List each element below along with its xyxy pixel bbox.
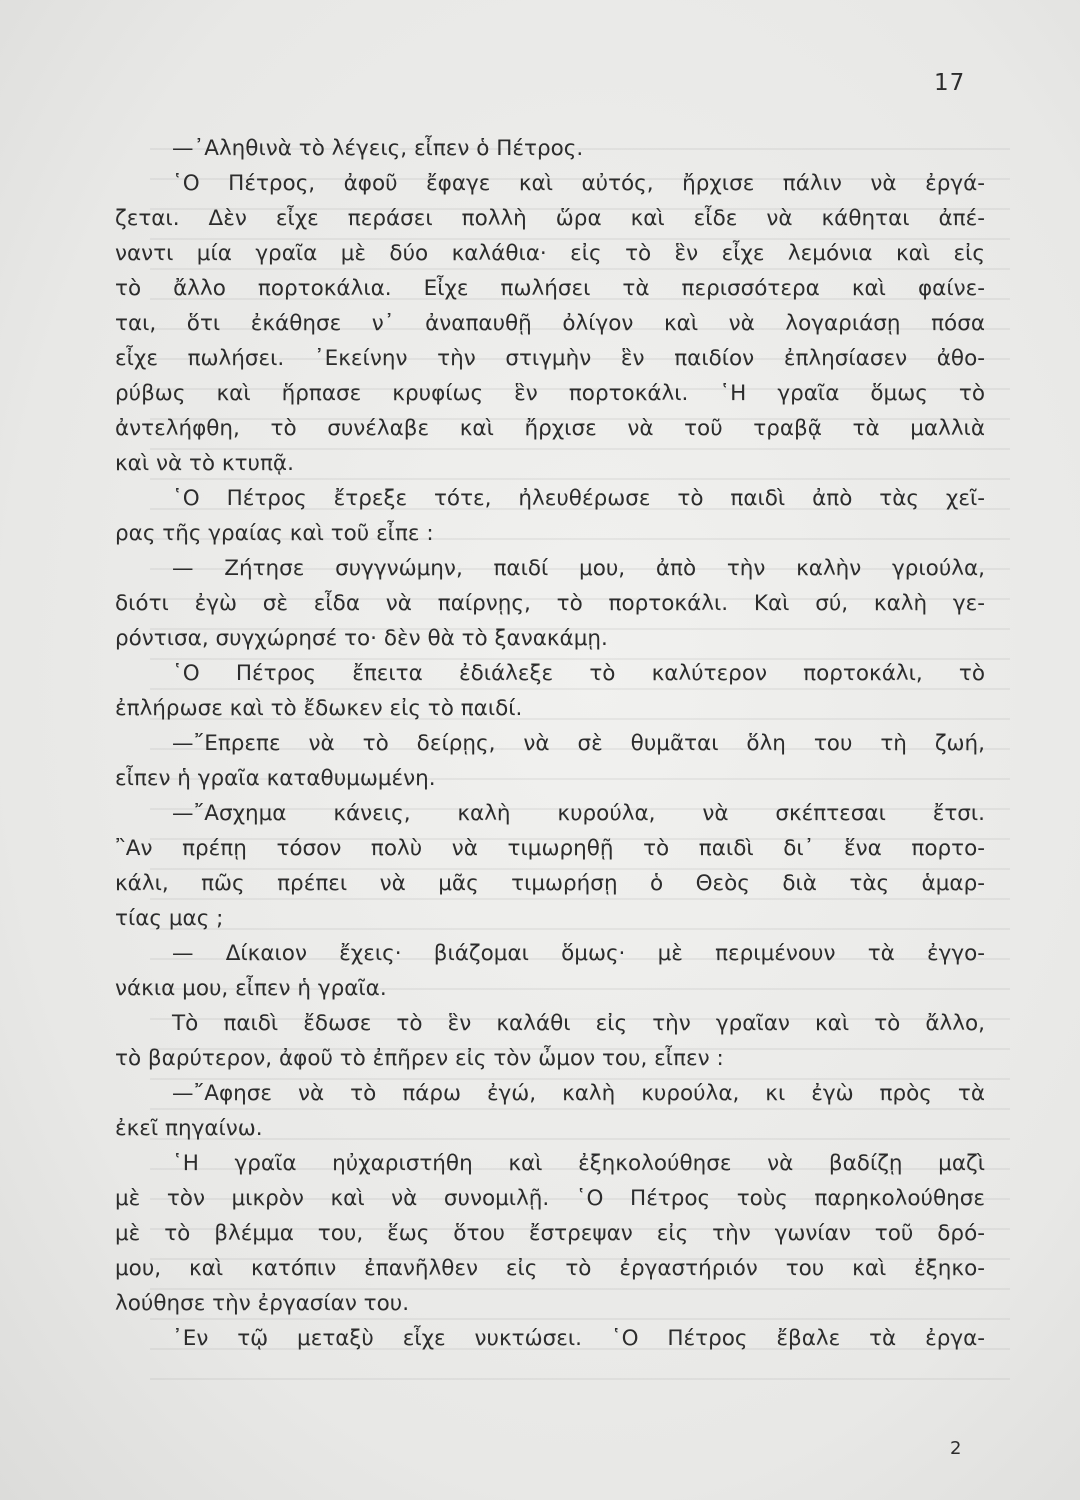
text-line: μὲ τὸ βλέμμα του, ἕως ὅτου ἔστρεψαν εἰς τὴν γωνίαν τοῦ δρό- <box>115 1221 985 1246</box>
text-line: ται, ὅτι ἐκάθησε ν᾿ ἀναπαυθῇ ὀλίγον καὶ νὰ λογαριάσῃ πόσα <box>115 311 985 336</box>
text-line: τίας μας ; <box>115 906 224 931</box>
text-line: εἶπεν ἡ γραῖα καταθυμωμένη. <box>115 766 436 791</box>
text-line: ζεται. Δὲν εἶχε περάσει πολλὴ ὥρα καὶ εἶδε νὰ κάθηται ἀπέ- <box>115 206 985 231</box>
text-line: Τὸ παιδὶ ἔδωσε τὸ ἓν καλάθι εἰς τὴν γραῖαν καὶ τὸ ἄλλο, <box>172 1011 985 1036</box>
text-line: εἶχε πωλήσει. ᾿Εκείνην τὴν στιγμὴν ἓν παιδίον ἐπλησίασεν ἀθο- <box>115 346 985 371</box>
text-line: νάκια μου, εἶπεν ἡ γραῖα. <box>115 976 387 1001</box>
text-line: — Ζήτησε συγγνώμην, παιδί μου, ἀπὸ τὴν καλὴν γριούλα, <box>172 556 985 581</box>
text-line: ῾Ο Πέτρος ἔτρεξε τότε, ἠλευθέρωσε τὸ παιδὶ ἀπὸ τὰς χεῖ- <box>172 486 985 511</box>
text-line: μὲ τὸν μικρὸν καὶ νὰ συνομιλῇ. ῾Ο Πέτρος τοὺς παρηκολούθησε <box>115 1186 985 1211</box>
text-line: ρύβως καὶ ἥρπασε κρυφίως ἓν πορτοκάλι. ῾Η γραῖα ὅμως τὸ <box>115 381 985 406</box>
page-number: 17 <box>934 70 966 96</box>
text-line: ναντι μία γραῖα μὲ δύο καλάθια· εἰς τὸ ἓν εἶχε λεμόνια καὶ εἰς <box>115 241 985 266</box>
text-line: τὸ βαρύτερον, ἀφοῦ τὸ ἐπῆρεν εἰς τὸν ὦμον του, εἶπεν : <box>115 1046 724 1071</box>
text-line: —῎Αφησε νὰ τὸ πάρω ἐγώ, καλὴ κυρούλα, κι ἐγὼ πρὸς τὰ <box>172 1081 985 1106</box>
text-line: —῎Επρεπε νὰ τὸ δείρῃς, νὰ σὲ θυμᾶται ὅλη του τὴ ζωή, <box>172 731 985 756</box>
text-line: διότι ἐγὼ σὲ εἶδα νὰ παίρνῃς, τὸ πορτοκάλι. Καὶ σύ, καλὴ γε- <box>115 591 985 616</box>
text-line: μου, καὶ κατόπιν ἐπανῆλθεν εἰς τὸ ἐργαστήριόν του καὶ ἐξηκο- <box>115 1256 985 1281</box>
text-line: —᾿Αληθινὰ τὸ λέγεις, εἶπεν ὁ Πέτρος. <box>172 136 584 161</box>
text-line: καὶ νὰ τὸ κτυπᾷ. <box>115 451 294 476</box>
text-line: ρόντισα, συγχώρησέ το· δὲν θὰ τὸ ξανακάμῃ. <box>115 626 608 651</box>
body-text <box>115 131 985 1356</box>
text-line: λούθησε τὴν ἐργασίαν του. <box>115 1291 410 1316</box>
text-line: ἀντελήφθη, τὸ συνέλαβε καὶ ἤρχισε νὰ τοῦ τραβᾷ τὰ μαλλιὰ <box>115 416 985 441</box>
text-line: — Δίκαιον ἔχεις· βιάζομαι ὅμως· μὲ περιμένουν τὰ ἐγγο- <box>172 941 985 966</box>
text-line: ᾿Εν τῷ μεταξὺ εἶχε νυκτώσει. ῾Ο Πέτρος ἔβαλε τὰ ἐργα- <box>172 1326 985 1351</box>
text-line: κάλι, πῶς πρέπει νὰ μᾶς τιμωρήσῃ ὁ Θεὸς διὰ τὰς ἁμαρ- <box>115 871 985 896</box>
text-line: —῎Ασχημα κάνεις, καλὴ κυρούλα, νὰ σκέπτεσαι ἔτσι. <box>172 801 985 826</box>
text-line: ῾Ο Πέτρος, ἀφοῦ ἔφαγε καὶ αὐτός, ἤρχισε πάλιν νὰ ἐργά- <box>172 171 985 196</box>
text-line: ῾Η γραῖα ηὐχαριστήθη καὶ ἐξηκολούθησε νὰ βαδίζῃ μαζὶ <box>172 1151 985 1176</box>
text-line: ῾Ο Πέτρος ἔπειτα ἐδιάλεξε τὸ καλύτερον πορτοκάλι, τὸ <box>172 661 985 686</box>
text-line: ῍Αν πρέπῃ τόσον πολὺ νὰ τιμωρηθῇ τὸ παιδὶ δι᾿ ἕνα πορτο- <box>115 836 985 861</box>
text-line: τὸ ἄλλο πορτοκάλια. Εἶχε πωλήσει τὰ περισσότερα καὶ φαίνε- <box>115 276 985 301</box>
text-line: ἐπλήρωσε καὶ τὸ ἔδωκεν εἰς τὸ παιδί. <box>115 696 523 721</box>
signature-mark: 2 <box>950 1438 962 1459</box>
text-line: ἐκεῖ πηγαίνω. <box>115 1116 263 1141</box>
text-line: ρας τῆς γραίας καὶ τοῦ εἶπε : <box>115 521 434 546</box>
